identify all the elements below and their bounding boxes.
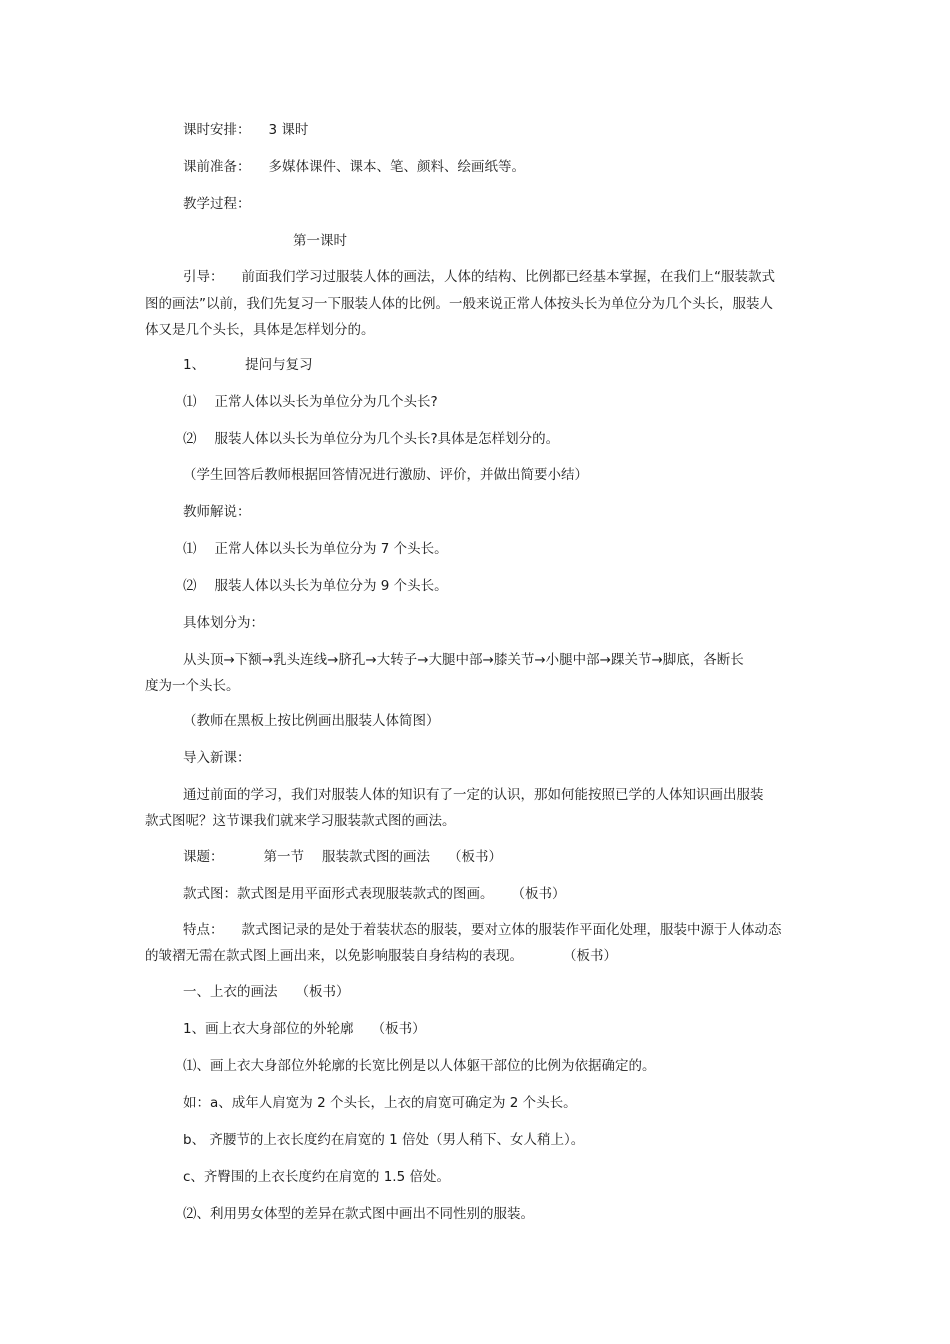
answer-2-text: 服装人体以头长为单位分为 9 个头长。: [214, 578, 448, 594]
question-1-number: ⑴: [183, 394, 197, 410]
features-board: （板书）: [563, 948, 617, 964]
process-label: 教学过程：: [183, 196, 251, 212]
item-3: b、 齐腰节的上衣长度约在肩宽的 1 倍处（男人稍下、女人稍上）。: [183, 1132, 585, 1148]
new-lesson-line-2: 款式图呢？这节课我们就来学习服装款式图的画法。: [145, 813, 456, 829]
intro-line-1: [183, 268, 775, 286]
topic-title: 服装款式图的画法: [322, 849, 430, 865]
question-1-text: 正常人体以头长为单位分为几个头长?: [214, 394, 438, 410]
intro-label: 引导：: [183, 269, 224, 285]
intro-line-2: 图的画法”以前，我们先复习一下服装人体的比例。一般来说正常人体按头长为单位分为几个头长，服装人: [145, 296, 773, 312]
new-lesson-label: 导入新课：: [183, 750, 251, 766]
schedule-value: 3 课时: [268, 122, 309, 138]
section1-heading: [183, 356, 313, 374]
section1-number: 1、: [183, 357, 206, 373]
question-2: [183, 430, 559, 448]
answer-2-number: ⑵: [183, 578, 197, 594]
topic-board: （板书）: [448, 849, 502, 865]
topic-label: 课题：: [183, 849, 224, 865]
intro-line-3: 体又是几个头长，具体是怎样划分的。: [145, 322, 375, 338]
schedule-line: [183, 121, 308, 139]
part1-board: （板书）: [295, 984, 350, 1000]
topic-section: 第一节: [263, 849, 304, 865]
step1-text: 1、画上衣大身部位的外轮廓: [183, 1021, 354, 1037]
item-5: ⑵、利用男女体型的差异在款式图中画出不同性别的服装。: [183, 1206, 534, 1222]
topic-line: [183, 848, 502, 866]
preparation-value: 多媒体课件、课本、笔、颜料、绘画纸等。: [268, 159, 525, 175]
features-line-2: [145, 947, 617, 965]
features-label: 特点：: [183, 922, 224, 938]
features-text-2: 的皱褶无需在款式图上画出来，以免影响服装自身结构的表现。: [145, 948, 523, 964]
division-line-1: 从头顶→下额→乳头连线→脐孔→大转子→大腿中部→膝关节→小腿中部→踝关节→脚底，各断长: [183, 652, 744, 668]
definition-board: （板书）: [511, 886, 566, 902]
preparation-label: 课前准备：: [183, 159, 251, 175]
teacher-label: 教师解说：: [183, 504, 251, 520]
item-1: ⑴、画上衣大身部位外轮廓的长宽比例是以人体躯干部位的比例为依据确定的。: [183, 1058, 656, 1074]
features-text-1: 款式图记录的是处于着装状态的服装，要对立体的服装作平面化处理，服装中源于人体动态: [241, 922, 782, 938]
question-1: [183, 393, 438, 411]
answer-1-text: 正常人体以头长为单位分为 7 个头长。: [214, 541, 448, 557]
preparation-line: [183, 158, 525, 176]
lesson-title: 第一课时: [293, 233, 347, 249]
new-lesson-line-1: 通过前面的学习，我们对服装人体的知识有了一定的认识，那如何能按照已学的人体知识画出服装: [183, 787, 764, 803]
item-2: 如：a、成年人肩宽为 2 个头长，上衣的肩宽可确定为 2 个头长。: [183, 1095, 577, 1111]
division-label: 具体划分为：: [183, 615, 264, 631]
question-2-number: ⑵: [183, 431, 197, 447]
step1-heading: [183, 1020, 426, 1038]
features-line-1: [183, 921, 782, 939]
step1-board: （板书）: [371, 1021, 426, 1037]
definition-text: 款式图：款式图是用平面形式表现服装款式的图画。: [183, 886, 494, 902]
definition-line: [183, 885, 566, 903]
note-student-answer: （学生回答后教师根据回答情况进行激励、评价，并做出简要小结）: [183, 467, 588, 483]
section1-title: 提问与复习: [245, 357, 313, 373]
note-blackboard: （教师在黑板上按比例画出服装人体简图）: [183, 713, 440, 729]
division-line-2: 度为一个头长。: [145, 678, 240, 694]
question-2-text: 服装人体以头长为单位分为几个头长?具体是怎样划分的。: [214, 431, 560, 447]
answer-1-number: ⑴: [183, 541, 197, 557]
answer-1: [183, 540, 448, 558]
part1-heading: [183, 983, 350, 1001]
answer-2: [183, 577, 448, 595]
intro-text-1: 前面我们学习过服装人体的画法，人体的结构、比例都已经基本掌握，在我们上“服装款式: [241, 269, 775, 285]
item-4: c、齐臀围的上衣长度约在肩宽的 1.5 倍处。: [183, 1169, 450, 1185]
schedule-label: 课时安排：: [183, 122, 251, 138]
part1-text: 一、上衣的画法: [183, 984, 278, 1000]
